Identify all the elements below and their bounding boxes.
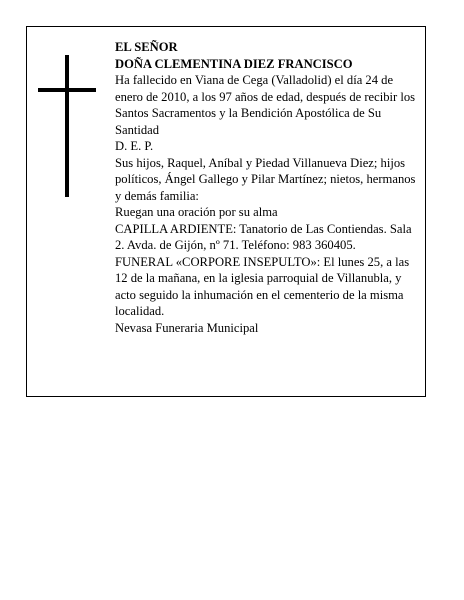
rest-in-peace: D. E. P. [115, 139, 154, 153]
funeral-home: Nevasa Funeraria Municipal [115, 320, 259, 335]
obituary-notice [26, 26, 426, 397]
chapel-info: CAPILLA ARDIENTE: Tanatorio de Las Contiendas. Sala 2. Avda. de Gijón, nº 71. Teléfono: 983 360405. [115, 221, 412, 252]
death-info: Ha fallecido en Viana de Cega (Valladolid) el día 24 de enero de 2010, a los 97 años de edad, después de recibir los Santos Sacramentos y la Bendición Apostólica de Su Santidad [115, 73, 416, 137]
funeral-info: FUNERAL «CORPORE INSEPULTO»: El lunes 25, a las 12 de la mañana, en la iglesia parroquial de Villanubla, y acto seguido la inhumación en el cementerio de la misma localidad. [115, 254, 410, 318]
cross-icon [38, 55, 96, 197]
notice-title: EL SEÑOR [115, 40, 178, 54]
family-list: Sus hijos, Raquel, Aníbal y Piedad Villanueva Diez; hijos políticos, Ángel Gallego y Pilar Martínez; nietos, hermanos y demás familia: [115, 155, 416, 203]
cross-vertical-bar [65, 55, 69, 197]
prayer-request: Ruegan una oración por su alma [115, 205, 278, 219]
deceased-name: DOÑA CLEMENTINA DIEZ FRANCISCO [115, 56, 353, 71]
obituary-text [115, 39, 423, 336]
cross-horizontal-bar [38, 88, 96, 92]
